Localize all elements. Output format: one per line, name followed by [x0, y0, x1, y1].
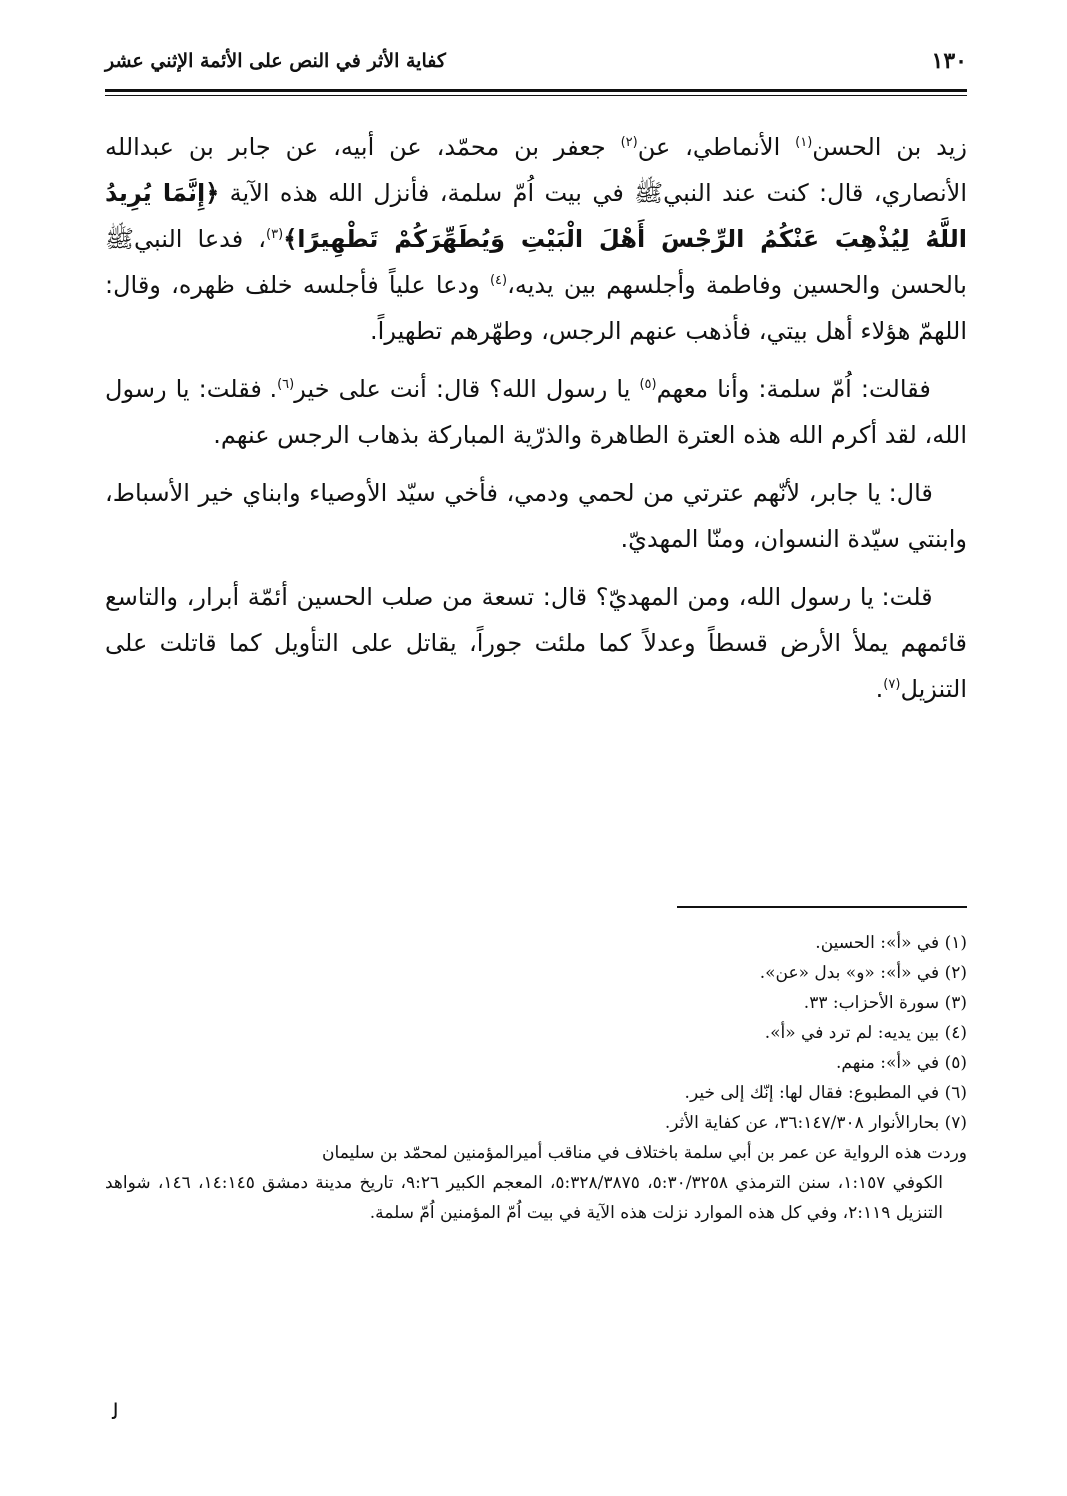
- footnote-ref-1: (١): [795, 135, 813, 150]
- p3-text: قال: يا جابر، لأنّهم عترتي من لحمي ودمي، فأخي سيّد الأوصياء وابناي خير الأسباط، وابنتي سيّدة النسوان، ومنّا المهديّ.: [105, 479, 967, 553]
- p1-text-d: ، فدعا النبيﷺ بالحسن والحسين وفاطمة وأجلسهم بين يديه،: [105, 225, 967, 299]
- publisher-mark: ﻟ: [112, 1400, 119, 1425]
- header-rule-thin: [105, 95, 967, 96]
- footnote-7-note-line1: وردت هذه الرواية عن عمر بن أبي سلمة باختلاف في مناقب أميرالمؤمنين لمحمّد بن سليمان: [322, 1143, 967, 1163]
- p4-text-a: قلت: يا رسول الله، ومن المهديّ؟ قال: تسعة من صلب الحسين أئمّة أبرار، والتاسع قائمهم يملأ الأرض قسطاً وعدلاً كما ملئت جوراً، يقاتل على التأويل كما قاتلت على التنزيل: [105, 583, 967, 703]
- p4-text-b: .: [875, 675, 884, 703]
- footnote-ref-6: (٦): [277, 377, 295, 392]
- footnote-7-note-rest: الكوفي ١:١٥٧، سنن الترمذي ٥:٣٠/٣٢٥٨، ٥:٣٢٨/٣٨٧٥، المعجم الكبير ٩:٢٦، تاريخ مدينة دمشق ١٤:١٤٥، ١٤٦، شواهد التنزيل ٢:١١٩، وفي كل هذه الموارد نزلت هذه الآية في بيت اُمّ المؤمنين اُمّ سلمة.: [105, 1173, 944, 1223]
- paragraph-2: [105, 366, 967, 458]
- p2-text-c: . فقلت: يا رسول الله، لقد أكرم الله هذه العترة الطاهرة والذرّية المباركة بذهاب الرجس عنهم.: [105, 375, 967, 449]
- page-number: ١٣٠: [931, 48, 967, 74]
- footnotes: [105, 928, 967, 1228]
- footnote-ref-2: (٢): [620, 135, 638, 150]
- footnote-1: (١) في «أ»: الحسين.: [815, 933, 967, 953]
- footnote-7-continuation: [105, 1138, 967, 1228]
- footnote-6: (٦) في المطبوع: فقال لها: إنّك إلى خير.: [684, 1083, 967, 1103]
- footnote-3: (٣) سورة الأحزاب: ٣٣.: [803, 993, 967, 1013]
- footnote-5: (٥) في «أ»: منهم.: [836, 1053, 967, 1073]
- p2-text-b: يا رسول الله؟ قال: أنت على خير: [294, 375, 640, 403]
- header-rule-thick: [105, 89, 967, 92]
- page-header: [105, 44, 967, 88]
- footnote-4: (٤) بين يديه: لم ترد في «أ».: [764, 1023, 967, 1043]
- footnote-ref-4: (٤): [489, 273, 508, 288]
- p1-text-b: الأنماطي، عن: [637, 133, 796, 161]
- p1-text-c: جعفر بن محمّد، عن أبيه، عن جابر بن عبدالله الأنصاري، قال: كنت عند النبيﷺ في بيت اُمّ سلمة، فأنزل الله هذه الآية: [105, 133, 967, 207]
- p2-text-a: فقالت: اُمّ سلمة: وأنا معهم: [656, 375, 931, 403]
- p1-text-a: زيد بن الحسن: [812, 133, 968, 161]
- main-text: [105, 124, 967, 712]
- paragraph-4: [105, 574, 967, 712]
- quran-verse: ﴿إِنَّمَا يُرِيدُ اللَّهُ لِيُذْهِبَ عَنْكُمُ الرِّجْسَ أَهْلَ الْبَيْتِ وَيُطَهِّرَكُمْ تَطْهِيرًا﴾: [105, 179, 968, 253]
- paragraph-1: [105, 124, 967, 354]
- footnote-ref-7: (٧): [883, 677, 901, 692]
- p1-text-e: ودعا علياً فأجلسه خلف ظهره، وقال: اللهمّ هؤلاء أهل بيتي، فأذهب عنهم الرجس، وطهّرهم تطهيراً.: [105, 271, 967, 345]
- running-title: كفاية الأثر في النص على الأئمة الإثني عشر: [105, 50, 446, 72]
- footnote-ref-3: (٣): [266, 227, 284, 242]
- footnote-ref-5: (٥): [639, 377, 657, 392]
- footnote-2: (٢) في «أ»: «و» بدل «عن».: [759, 963, 967, 983]
- footnote-separator: [677, 906, 967, 908]
- footnote-7: (٧) بحارالأنوار ٣٦:١٤٧/٣٠٨، عن كفاية الأثر.: [664, 1113, 967, 1133]
- paragraph-3: [105, 470, 967, 562]
